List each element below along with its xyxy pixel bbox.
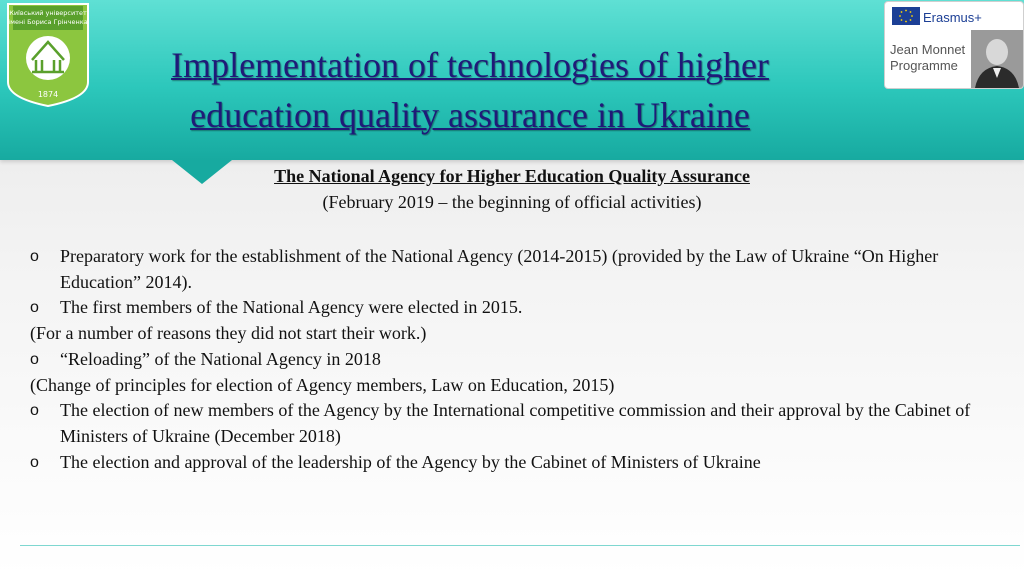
page-title: Implementation of technologies of higher education quality assurance in Ukraine — [171, 45, 769, 135]
footer-divider — [20, 545, 1020, 546]
bullet-icon: o — [30, 350, 39, 368]
list-item: o “Reloading” of the National Agency in 2018 — [30, 347, 1000, 373]
portrait-image — [971, 30, 1023, 88]
list-note: (For a number of reasons they did not start their work.) — [30, 323, 427, 344]
eu-flag-icon — [892, 7, 920, 25]
agency-heading: The National Agency for Higher Education Quality Assurance — [274, 166, 750, 186]
bullet-icon: o — [30, 402, 39, 420]
list-item: o Preparatory work for the establishment of the National Agency (2014-2015) (provided by the Law of Ukraine “On Higher Education” 2014). — [30, 246, 939, 292]
erasmus-jean-monnet-logo — [884, 1, 1024, 89]
list-item: o The first members of the National Agency were elected in 2015. — [30, 295, 1000, 321]
logo-year: 1874 — [37, 90, 59, 99]
logo-text-line2: імені Бориса Грінченка — [8, 18, 88, 26]
content-list — [30, 244, 1000, 475]
logo-text-line1: Київський університет — [9, 9, 87, 17]
erasmus-label: Erasmus+ — [923, 10, 982, 25]
agency-date-line: (February 2019 – the beginning of official activities) — [322, 192, 702, 212]
bullet-icon: o — [30, 299, 39, 317]
list-item: o The election and approval of the leadership of the Agency by the Cabinet of Ministers of Ukraine — [30, 450, 1000, 476]
bullet-icon: o — [30, 453, 39, 471]
university-logo — [5, 2, 91, 108]
bullet-icon: o — [30, 248, 39, 265]
list-note: (Change of principles for election of Agency members, Law on Education, 2015) — [30, 374, 615, 395]
list-item: o The election of new members of the Agency by the International competitive commission and their approval by the Cabinet of Ministers of Ukraine (December 2018) — [30, 400, 971, 446]
jean-monnet-label: Jean Monnet Programme — [890, 42, 966, 73]
